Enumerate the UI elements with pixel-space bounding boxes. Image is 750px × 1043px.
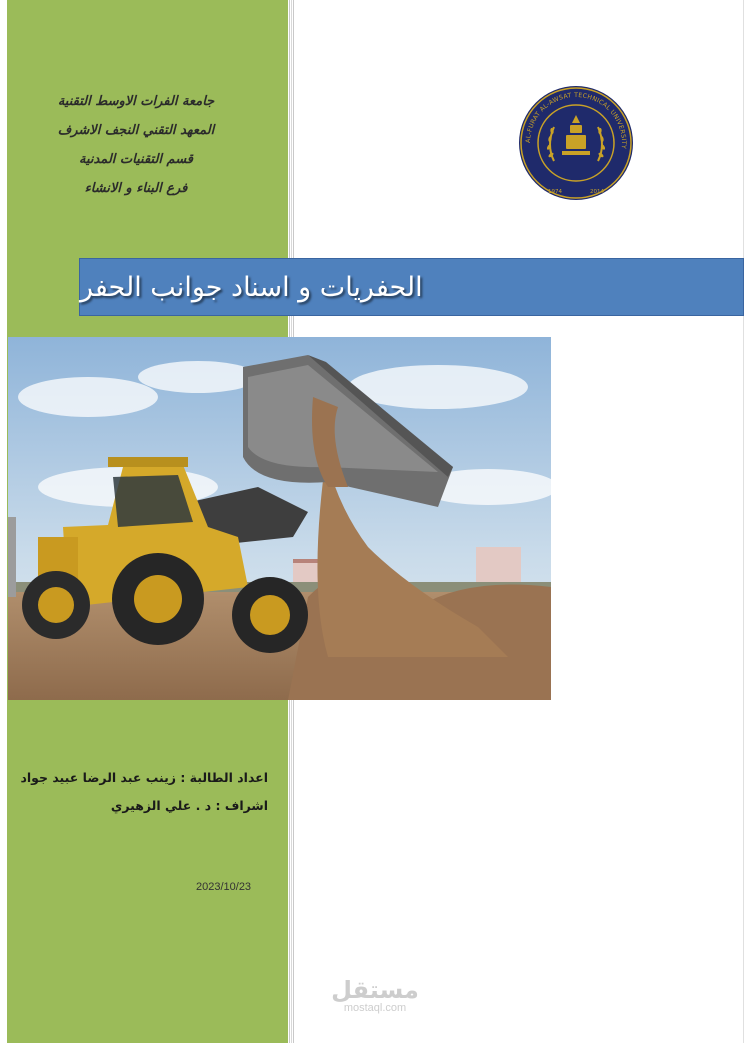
wheel-loader-photo [8,337,551,700]
seal-year-left: 1974 [548,189,562,195]
watermark-latin: mostaql.com [343,1002,407,1014]
supervisor-line: اشراف : د . علي الزهيري [110,798,268,813]
university-name: جامعة الفرات الاوسط التقنية [57,94,215,109]
department-name: قسم التقنيات المدنية [78,152,194,167]
mostaql-watermark [325,978,425,1015]
watermark-arabic: مستقل [331,976,419,1004]
document-date: 2023/10/23 [196,881,252,893]
author-block [20,770,268,826]
document-title: الحفريات و اسناد جوانب الحفر [80,271,423,303]
institute-name: المعهد التقني النجف الاشرف [57,123,215,138]
title-banner [79,258,744,316]
page-border [743,0,744,1043]
branch-name: فرع البناء و الانشاء [84,181,188,196]
prepared-by-line: اعداد الطالبة : زينب عبد الرضا عبيد جواد [20,770,268,785]
university-seal-logo [518,85,634,201]
seal-text: AL-FURAT AL-AWSAT TECHNICAL UNIVERSITY [524,91,628,150]
seal-year-right: 2014 [590,189,604,195]
institution-block [20,95,252,211]
